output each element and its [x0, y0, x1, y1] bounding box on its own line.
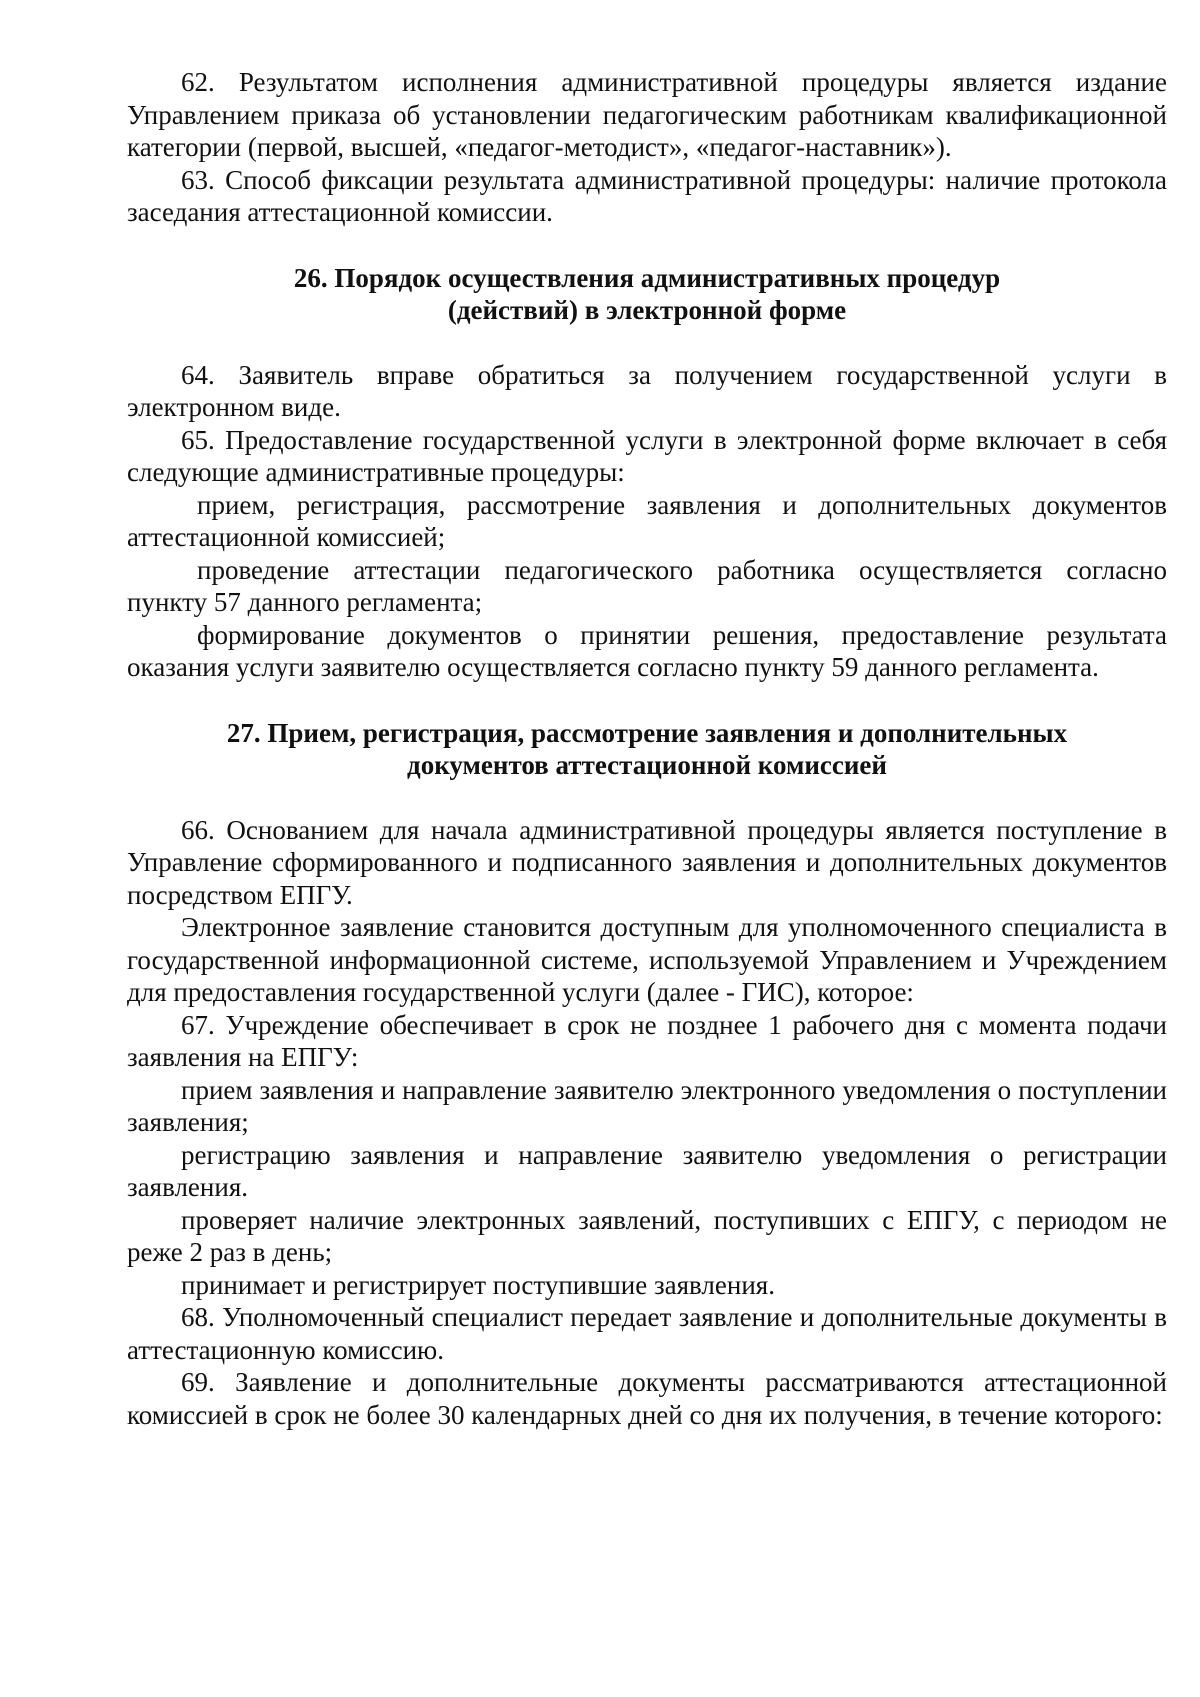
- document-page: [127, 66, 1167, 1431]
- section-heading-26: [127, 262, 1167, 326]
- list-item-decision: формирование документов о принятии решения, предоставление результата оказания услуги заявителю осуществляется согласно пункту 59 данного регламента.: [127, 619, 1167, 682]
- paragraph-62: 62. Результатом исполнения административной процедуры является издание Управлением приказа об установлении педагогическим работникам квалификационной категории (первой, высшей, «педагог-методист», «педагог-наставник»).: [127, 67, 1167, 162]
- paragraph-64: 64. Заявитель вправе обратиться за получением государственной услуги в электронном виде.: [127, 359, 1167, 422]
- section-heading-26-line1: 26. Порядок осуществления административных процедур: [293, 262, 1001, 293]
- paragraph-68: 68. Уполномоченный специалист передает заявление и дополнительные документы в аттестационную комиссию.: [127, 1302, 1167, 1365]
- list-item-receive-notify: прием заявления и направление заявителю электронного уведомления о поступлении заявления;: [127, 1074, 1167, 1137]
- list-item-attestation: проведение аттестации педагогического работника осуществляется согласно пункту 57 данного регламента;: [127, 554, 1167, 617]
- paragraph-65: 65. Предоставление государственной услуги в электронной форме включает в себя следующие административные процедуры:: [127, 424, 1167, 487]
- paragraph-63: 63. Способ фиксации результата административной процедуры: наличие протокола заседания аттестационной комиссии.: [127, 164, 1167, 227]
- paragraph-67: 67. Учреждение обеспечивает в срок не позднее 1 рабочего дня с момента подачи заявления на ЕПГУ:: [127, 1009, 1167, 1072]
- list-item-reception: прием, регистрация, рассмотрение заявления и дополнительных документов аттестационной комиссией;: [127, 489, 1167, 552]
- list-item-accept-register: принимает и регистрирует поступившие заявления.: [181, 1269, 775, 1300]
- paragraph-69: 69. Заявление и дополнительные документы рассматриваются аттестационной комиссией в срок не более 30 календарных дней со дня их получения, в течение которого:: [127, 1367, 1167, 1430]
- section-heading-27: [127, 717, 1167, 781]
- section-heading-27-line2: документов аттестационной комиссией: [407, 749, 887, 780]
- paragraph-electronic-application: Электронное заявление становится доступным для уполномоченного специалиста в государственной информационной системе, используемой Управлением и Учреждением для предоставления государственной услуги (далее - ГИС), которое:: [127, 912, 1167, 1007]
- paragraph-66: 66. Основанием для начала административной процедуры является поступление в Управление сформированного и подписанного заявления и дополнительных документов посредством ЕПГУ.: [127, 814, 1167, 910]
- section-heading-27-line1: 27. Прием, регистрация, рассмотрение заявления и дополнительных: [226, 717, 1068, 748]
- list-item-register-notify: регистрацию заявления и направление заявителю уведомления о регистрации заявления.: [127, 1139, 1167, 1202]
- section-heading-26-line2: (действий) в электронной форме: [447, 294, 847, 325]
- list-item-check-applications: проверяет наличие электронных заявлений, поступивших с ЕПГУ, с периодом не реже 2 раз в день;: [127, 1204, 1167, 1267]
